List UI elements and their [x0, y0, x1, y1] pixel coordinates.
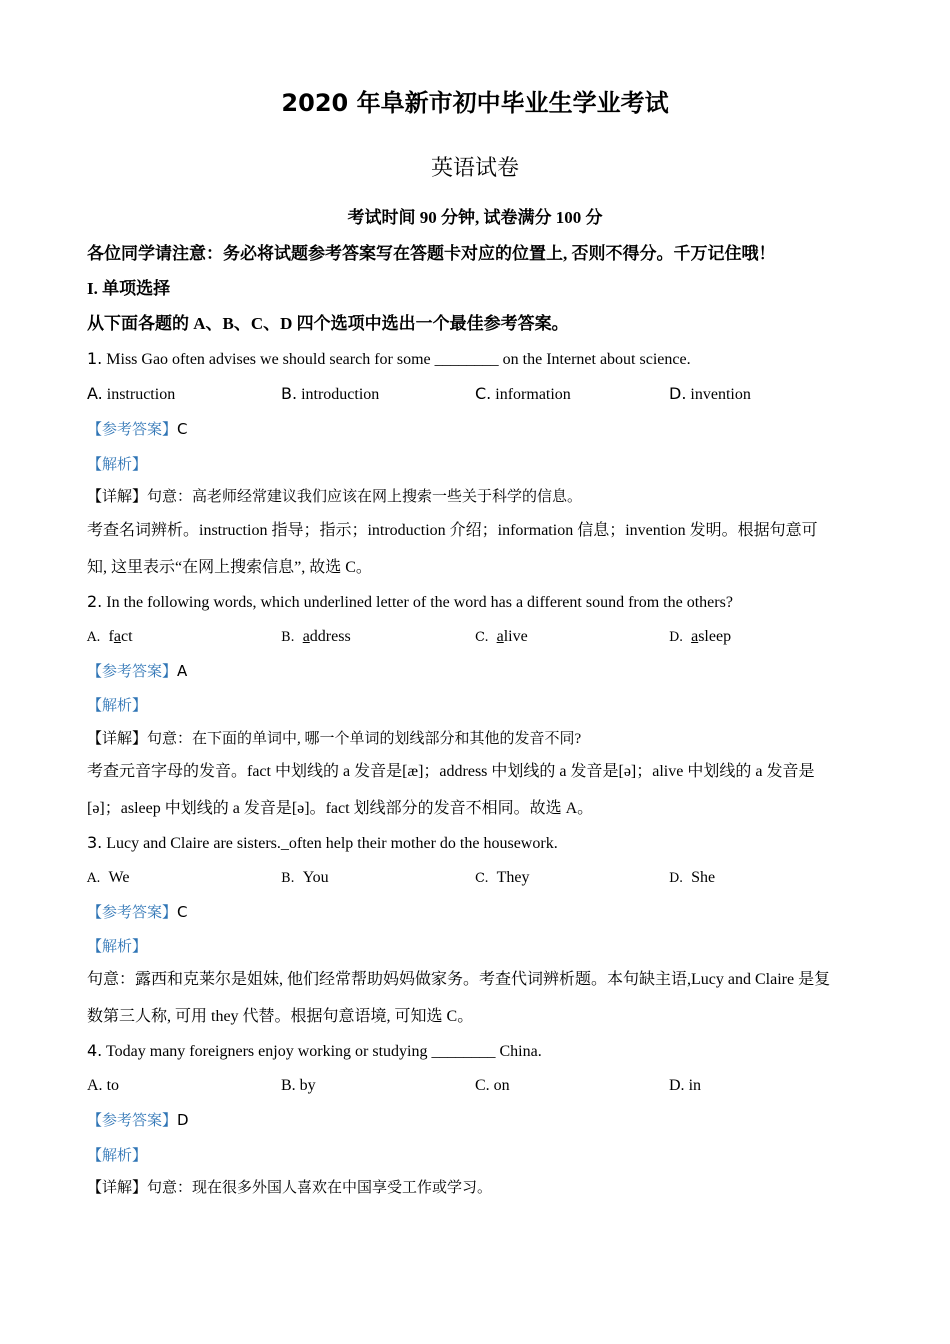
- option-b: B. by: [281, 1077, 316, 1094]
- option-a: A. instruction: [87, 384, 176, 403]
- exam-info: 考试时间 90 分钟, 试卷满分 100 分: [347, 208, 603, 227]
- explain-line: 数第三人称, 可用 they 代替。根据句意语境, 可知选 C。: [87, 1008, 474, 1025]
- question-stem: Lucy and Claire are sisters._often help their mother do the housework.: [106, 835, 558, 852]
- question-1: [87, 348, 691, 371]
- exam-subtitle: 英语试卷: [430, 156, 519, 181]
- question-stem: In the following words, which underlined letter of the word has a different sound from the others?: [106, 594, 733, 611]
- option-a: A. We: [87, 869, 130, 886]
- option-d: D. asleep: [669, 628, 732, 645]
- option-c: C. on: [475, 1077, 510, 1094]
- option-a: A. fact: [87, 628, 133, 645]
- question-number: 3.: [87, 833, 103, 852]
- answer-line: 【参考答案】A: [87, 662, 188, 680]
- answer-value: A: [177, 662, 188, 680]
- question-stem: Today many foreigners enjoy working or studying ________ China.: [105, 1043, 542, 1060]
- option-b: B. address: [281, 628, 351, 645]
- option-d: D. in: [669, 1077, 702, 1094]
- answer-value: C: [177, 420, 188, 438]
- section-instruction: 从下面各题的 A、B、C、D 四个选项中选出一个最佳参考答案。: [87, 314, 569, 333]
- question-stem: Miss Gao often advises we should search for some ________ on the Internet about science.: [106, 351, 691, 368]
- option-a: A. to: [87, 1077, 120, 1094]
- analysis-label: 【解析】: [87, 1146, 148, 1164]
- option-d: D. She: [669, 869, 716, 886]
- question-number: 4.: [87, 1041, 103, 1060]
- option-b: B. You: [281, 869, 329, 886]
- explain-line: 句意：露西和克莱尔是姐妹, 他们经常帮助妈妈做家务。考查代词辨析题。本句缺主语,Lucy and Claire 是复: [87, 971, 831, 988]
- section-heading: I. 单项选择: [87, 279, 171, 298]
- explain-line: [ə]；asleep 中划线的 a 发音是[ə]。fact 划线部分的发音不相同。故选 A。: [87, 800, 594, 817]
- option-c: C. information: [475, 384, 571, 403]
- exam-title: 2020 年阜新市初中毕业生学业考试: [281, 89, 669, 117]
- exam-notice: 各位同学请注意：务必将试题参考答案写在答题卡对应的位置上, 否则不得分。千万记住哦！: [87, 244, 776, 263]
- answer-value: C: [177, 903, 188, 921]
- option-d: D. invention: [669, 384, 751, 403]
- answer-line: 【参考答案】D: [87, 1111, 189, 1129]
- detail-line: 【详解】句意：现在很多外国人喜欢在中国享受工作或学习。: [87, 1180, 493, 1196]
- answer-value: D: [177, 1111, 189, 1129]
- question-number: 2.: [87, 592, 103, 611]
- explain-line: 考查名词辨析。instruction 指导；指示；introduction 介绍；information 信息；invention 发明。根据句意可: [87, 522, 818, 539]
- option-b: B. introduction: [281, 384, 380, 403]
- question-number: 1.: [87, 349, 103, 368]
- question-3: [87, 832, 558, 855]
- detail-line: 【详解】句意：高老师经常建议我们应该在网上搜索一些关于科学的信息。: [87, 489, 583, 505]
- option-c: C. alive: [475, 628, 528, 645]
- answer-line: 【参考答案】C: [87, 420, 188, 438]
- question-4: [87, 1040, 542, 1063]
- explain-line: 考查元音字母的发音。fact 中划线的 a 发音是[æ]；address 中划线的 a 发音是[ə]；alive 中划线的 a 发音是: [87, 763, 815, 780]
- question-2: [87, 591, 733, 614]
- explain-line: 知, 这里表示“在网上搜索信息”, 故选 C。: [87, 559, 372, 576]
- option-c: C. They: [475, 869, 530, 886]
- analysis-label: 【解析】: [87, 455, 148, 473]
- analysis-label: 【解析】: [87, 696, 148, 714]
- answer-line: 【参考答案】C: [87, 903, 188, 921]
- analysis-label: 【解析】: [87, 937, 148, 955]
- detail-line: 【详解】句意：在下面的单词中, 哪一个单词的划线部分和其他的发音不同?: [87, 731, 582, 747]
